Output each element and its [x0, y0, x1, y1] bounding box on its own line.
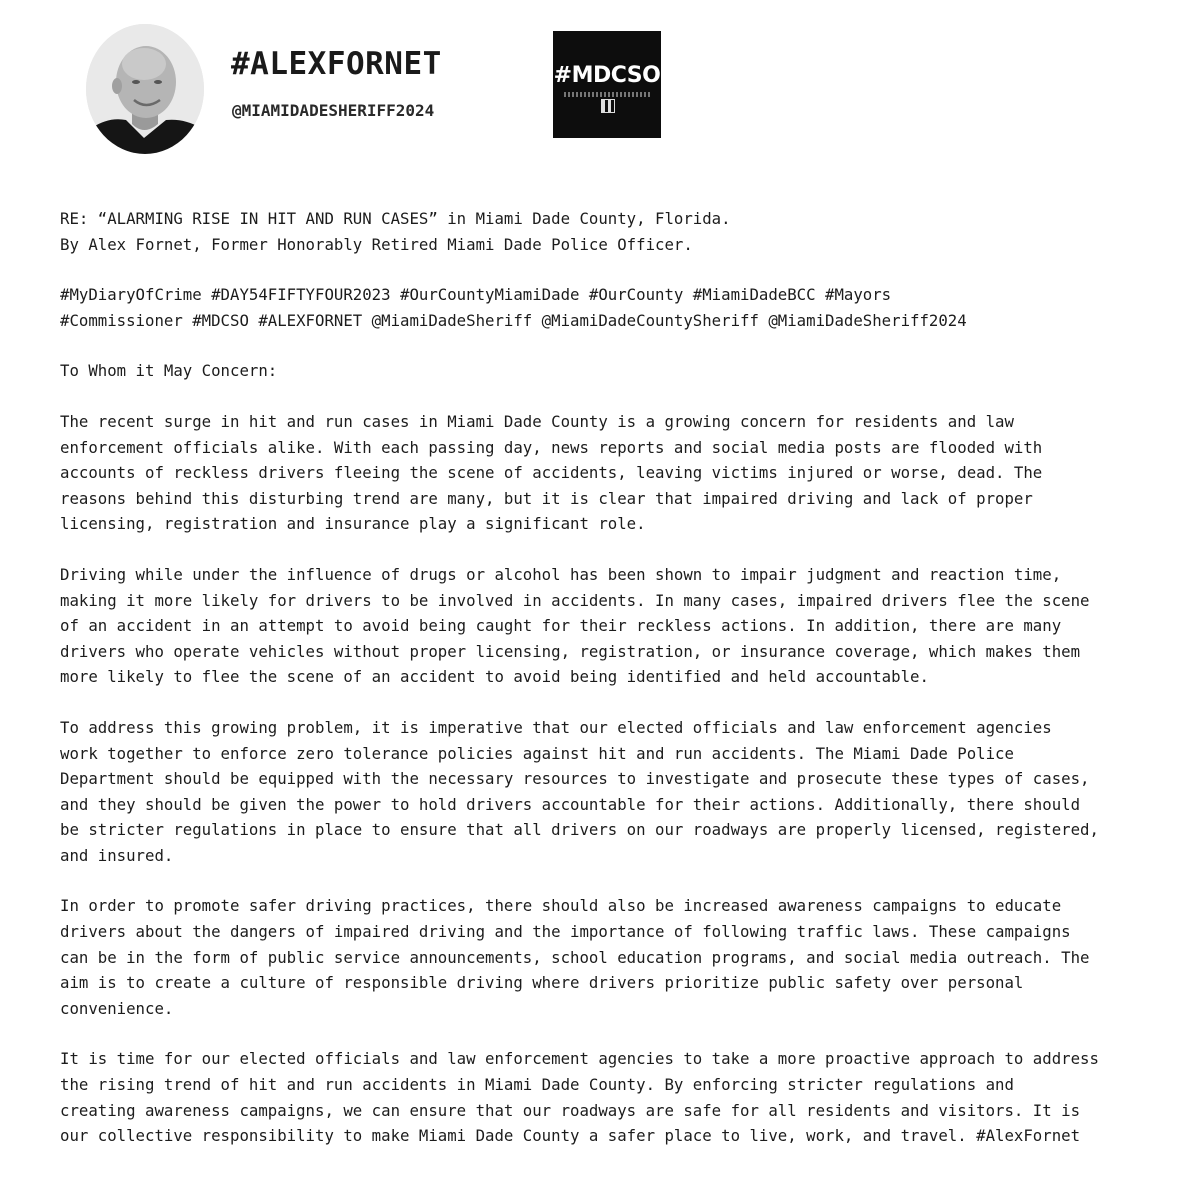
salutation: To Whom it May Concern: [60, 361, 278, 381]
logo-text: #MDCSO [553, 63, 661, 88]
re-line: RE: “ALARMING RISE IN HIT AND RUN CASES” in Miami Dade County, Florida. [60, 209, 731, 228]
hashtags-line: #MyDiaryOfCrime #DAY54FIFTYFOUR2023 #OurCountyMiamiDade #OurCounty #MiamiDadeBCC #Mayors [60, 285, 892, 305]
profile-hashtag-title: #ALEXFORNET [231, 46, 442, 82]
profile-photo [86, 24, 204, 154]
hashtags-line: #Commissioner #MDCSO #ALEXFORNET @MiamiDadeSheriff @MiamiDadeCountySheriff @MiamiDadeSheriff2024 [60, 310, 967, 330]
letter-body [60, 206, 1150, 1149]
profile-handle: @MIAMIDADESHERIFF2024 [232, 101, 435, 120]
paragraph: Driving while under the influence of drugs or alcohol has been shown to impair judgment and reaction time, making it more likely for drivers to be involved in accidents. In many cases, impaired drivers flee the scene of an accident in an attempt to avoid being caught for their reckless actions. In addition, there are many drivers who operate vehicles without proper licensing, registration, or insurance coverage, which makes them more likely to flee the scene of an accident to avoid being identified and held accountable. [60, 564, 1090, 687]
mdcso-logo [553, 31, 661, 138]
paragraph: In order to promote safer driving practices, there should also be increased awareness campaigns to educate drivers about the dangers of impaired driving and the importance of following traffic laws. These campaigns can be in the form of public service announcements, school education programs, and social media outreach. The aim is to create a culture of responsible driving where drivers prioritize public safety over personal convenience. [60, 896, 1090, 1018]
person-portrait-icon [86, 24, 204, 154]
paragraph: It is time for our elected officials and law enforcement agencies to take a more proactive approach to address the rising trend of hit and run accidents in Miami Dade County. By enforcing stricter regulations and creating awareness campaigns, we can ensure that our roadways are safe for all residents and visitors. It is our collective responsibility to make Miami Dade County a safer place to live, work, and travel. #AlexFornet [60, 1049, 1099, 1146]
qr-code-icon [601, 99, 615, 113]
paragraph: The recent surge in hit and run cases in Miami Dade County is a growing concern for residents and law enforcement officials alike. With each passing day, news reports and social media posts are flooded with accounts of reckless drivers fleeing the scene of accidents, leaving victims injured or worse, dead. The reasons behind this disturbing trend are many, but it is clear that impaired driving and lack of proper licensing, registration and insurance play a significant role. [60, 411, 1043, 534]
byline: By Alex Fornet, Former Honorably Retired Miami Dade Police Officer. [60, 234, 693, 254]
logo-divider [564, 92, 650, 97]
paragraph: To address this growing problem, it is imperative that our elected officials and law enforcement agencies work together to enforce zero tolerance policies against hit and run accidents. The Miami Dade Police Department should be equipped with the necessary resources to investigate and prosecute these types of cases, and they should be given the power to hold drivers accountable for their actions. Additionally, there should be stricter regulations in place to ensure that all drivers on our roadways are properly licensed, registered, and insured. [60, 717, 1099, 865]
